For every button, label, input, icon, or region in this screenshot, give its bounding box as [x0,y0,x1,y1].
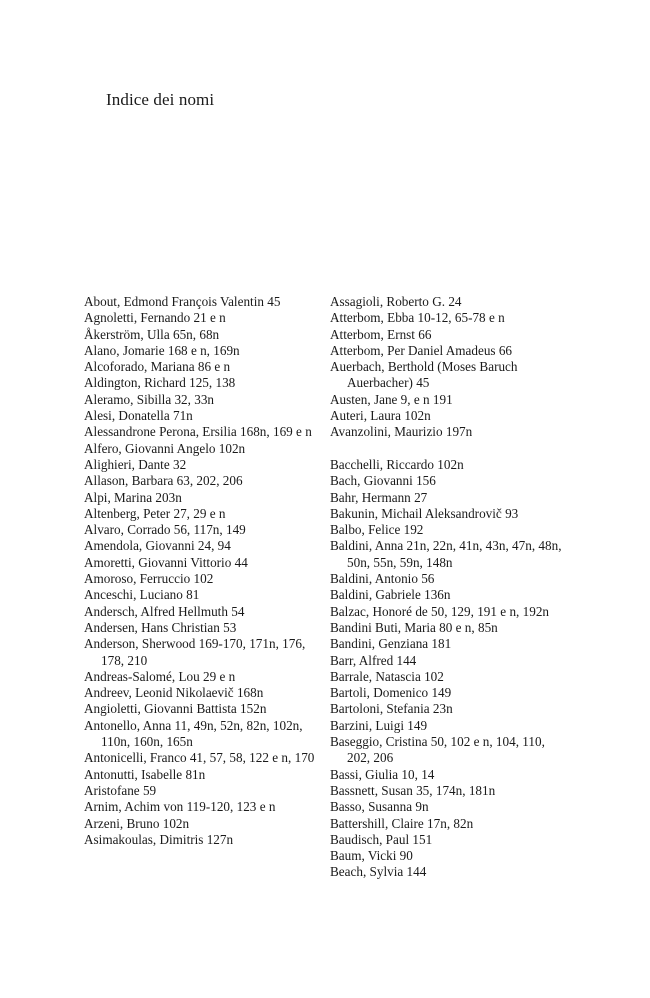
index-entry: Arzeni, Bruno 102n [84,815,190,831]
index-column-left [84,294,316,848]
index-entry: Bassnett, Susan 35, 174n, 181n [330,782,496,798]
index-entry: Bandini, Genziana 181 [330,636,452,652]
index-entry: Atterbom, Per Daniel Amadeus 66 [330,342,513,358]
index-entry: Anceschi, Luciano 81 [84,587,200,603]
index-group-a [330,294,562,441]
index-entry: Alcoforado, Mariana 86 e n [84,359,231,375]
index-entry: Alesi, Donatella 71n [84,408,193,424]
index-entry: Angioletti, Giovanni Battista 152n [84,701,267,717]
index-entry: Altenberg, Peter 27, 29 e n [84,505,226,521]
index-entry: Amoroso, Ferruccio 102 [84,571,214,587]
index-entry: Atterbom, Ernst 66 [330,326,432,342]
index-entry: Anderson, Sherwood 169-170, 171n, 176, 178, 210 [84,636,306,668]
index-entry: Barr, Alfred 144 [330,652,417,668]
index-entry: Alfero, Giovanni Angelo 102n [84,440,246,456]
index-entry: Alessandrone Perona, Ersilia 168n, 169 e n [84,424,312,440]
page-title: Indice dei nomi [106,90,215,109]
index-entry: Asimakoulas, Dimitris 127n [84,831,234,847]
index-entry: Alano, Jomarie 168 e n, 169n [84,342,240,358]
index-entry: Battershill, Claire 17n, 82n [330,815,474,831]
index-entry: Aristofane 59 [84,782,157,798]
index-entry: Amendola, Giovanni 24, 94 [84,538,231,554]
index-entry: Bahr, Hermann 27 [330,489,428,505]
index-entry: Bartoli, Domenico 149 [330,685,452,701]
index-entry: Andersch, Alfred Hellmuth 54 [84,603,245,619]
index-entry: Bassi, Giulia 10, 14 [330,766,435,782]
index-entry: Andreas-Salomé, Lou 29 e n [84,668,236,684]
index-entry: About, Edmond François Valentin 45 [84,294,281,309]
index-entry: Alpi, Marina 203n [84,489,182,505]
index-entry: Atterbom, Ebba 10-12, 65-78 e n [330,310,505,326]
index-entry: Baudisch, Paul 151 [330,831,433,847]
index-entry: Auteri, Laura 102n [330,408,431,424]
index-entry: Auerbach, Berthold (Moses Baruch Auerbacher) 45 [330,359,518,391]
index-entry: Austen, Jane 9, e n 191 [330,391,453,407]
index-entry: Baldini, Gabriele 136n [330,587,451,603]
index-entry: Basso, Susanna 9n [330,799,429,815]
index-entry: Andersen, Hans Christian 53 [84,619,237,635]
index-entry: Åkerström, Ulla 65n, 68n [84,326,220,342]
index-column-right [330,294,562,881]
index-entry: Aleramo, Sibilla 32, 33n [84,391,215,407]
index-entry: Alighieri, Dante 32 [84,456,187,472]
index-entry: Arnim, Achim von 119-120, 123 e n [84,799,276,815]
index-entry: Bandini Buti, Maria 80 e n, 85n [330,619,498,635]
index-entry: Barrale, Natascia 102 [330,668,444,684]
index-entry: Alvaro, Corrado 56, 117n, 149 [84,522,246,538]
index-entry: Aldington, Richard 125, 138 [84,375,236,391]
index-entry: Antonutti, Isabelle 81n [84,766,206,782]
index-entry: Allason, Barbara 63, 202, 206 [84,473,243,489]
index-entry: Baum, Vicki 90 [330,848,413,864]
index-entry: Antonicelli, Franco 41, 57, 58, 122 e n, 170 [84,750,315,766]
index-entry: Bakunin, Michail Aleksandrovič 93 [330,505,519,521]
index-entry: Balzac, Honoré de 50, 129, 191 e n, 192n [330,603,550,619]
index-entry: Assagioli, Roberto G. 24 [330,294,462,309]
index-entry: Baseggio, Cristina 50, 102 e n, 104, 110, 202, 206 [330,734,545,766]
index-group-b [330,457,562,881]
index-entry: Beach, Sylvia 144 [330,864,427,880]
index-entry: Amoretti, Giovanni Vittorio 44 [84,554,248,570]
index-entry: Avanzolini, Maurizio 197n [330,424,473,440]
index-entry: Barzini, Luigi 149 [330,717,428,733]
index-entry: Baldini, Anna 21n, 22n, 41n, 43n, 47n, 48n, 50n, 55n, 59n, 148n [330,538,562,570]
index-entry: Bacchelli, Riccardo 102n [330,456,464,472]
index-entry: Bartoloni, Stefania 23n [330,701,453,717]
index-entry: Andreev, Leonid Nikolaevič 168n [84,685,264,701]
index-entry: Baldini, Antonio 56 [330,571,435,587]
index-entry: Bach, Giovanni 156 [330,473,436,489]
index-entry: Antonello, Anna 11, 49n, 52n, 82n, 102n, 110n, 160n, 165n [84,717,303,750]
index-entry: Agnoletti, Fernando 21 e n [84,310,226,326]
index-entry: Balbo, Felice 192 [330,522,424,538]
